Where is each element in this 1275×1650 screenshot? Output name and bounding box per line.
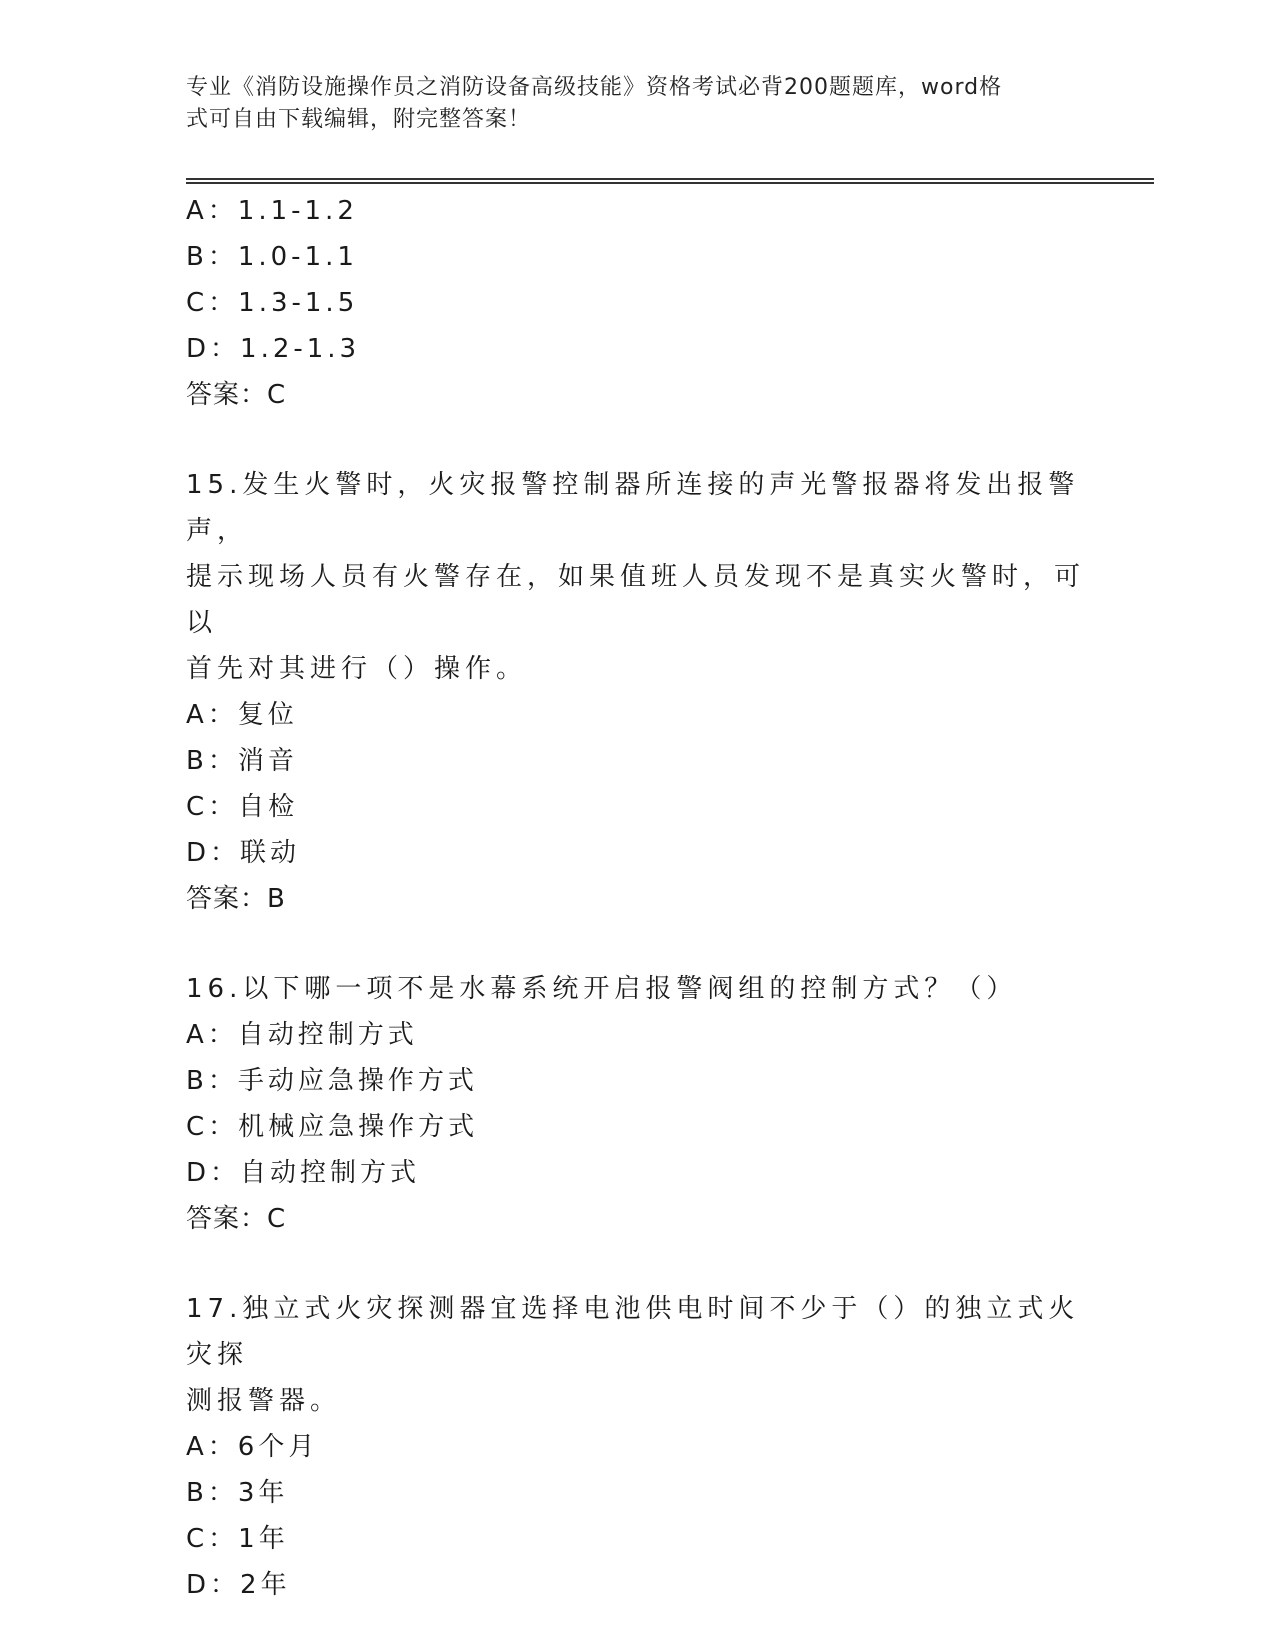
question-15-block xyxy=(186,462,1086,922)
option-b: B：1.0-1.1 xyxy=(186,242,358,272)
option-b: B：3年 xyxy=(186,1478,289,1508)
option-a: A：复位 xyxy=(186,700,298,730)
option-d: D：1.2-1.3 xyxy=(186,334,361,364)
option-a: A：6个月 xyxy=(186,1432,319,1462)
question-text-line: 提示现场人员有火警存在，如果值班人员发现不是真实火警时，可以 xyxy=(186,562,1086,638)
question-16-block xyxy=(186,966,1086,1242)
option-c: C：1.3-1.5 xyxy=(186,288,359,318)
question-list xyxy=(186,188,1086,1608)
option-d: D：2年 xyxy=(186,1570,291,1600)
question-17-block xyxy=(186,1286,1086,1608)
option-a: A：自动控制方式 xyxy=(186,1020,418,1050)
option-d: D：自动控制方式 xyxy=(186,1158,421,1188)
option-d: D：联动 xyxy=(186,838,301,868)
answer-text: 答案：C xyxy=(186,380,287,410)
answer-text: 答案：B xyxy=(186,884,286,914)
option-c: C：1年 xyxy=(186,1524,289,1554)
option-b: B：手动应急操作方式 xyxy=(186,1066,478,1096)
question-text-line: 15.发生火警时，火灾报警控制器所连接的声光警报器将发出报警声， xyxy=(186,470,1080,546)
question-text-line: 测报警器。 xyxy=(186,1386,342,1416)
document-header xyxy=(186,72,1066,136)
question-text-line: 首先对其进行（）操作。 xyxy=(186,654,528,684)
option-b: B：消音 xyxy=(186,746,298,776)
option-c: C：自检 xyxy=(186,792,299,822)
header-line-1: 专业《消防设施操作员之消防设备高级技能》资格考试必背200题题库，word格 xyxy=(186,75,1003,100)
question-14-block xyxy=(186,188,1086,418)
header-line-2: 式可自由下载编辑，附完整答案！ xyxy=(186,107,532,132)
option-a: A：1.1-1.2 xyxy=(186,196,358,226)
header-divider xyxy=(186,178,1154,184)
question-text-line: 16.以下哪一项不是水幕系统开启报警阀组的控制方式？（） xyxy=(186,974,1018,1004)
option-c: C：机械应急操作方式 xyxy=(186,1112,479,1142)
answer-text: 答案：C xyxy=(186,1204,287,1234)
question-text-line: 17.独立式火灾探测器宜选择电池供电时间不少于（）的独立式火灾探 xyxy=(186,1294,1080,1370)
